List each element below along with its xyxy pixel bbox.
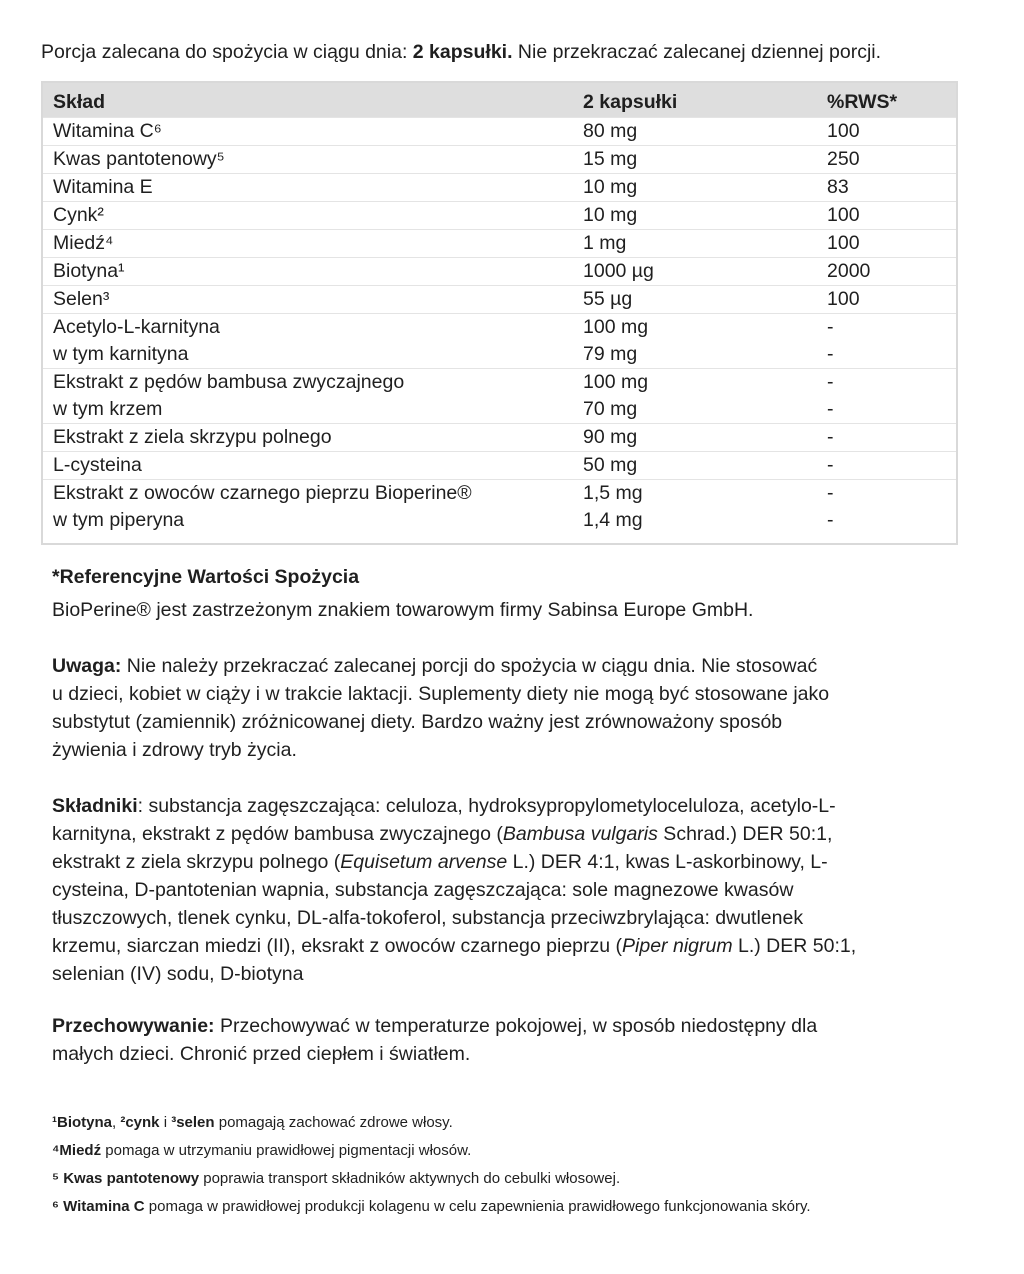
nutrition-table [41, 81, 958, 545]
header-rws: %RWS* [827, 90, 898, 113]
table-row [43, 424, 956, 452]
cell-dose: 1,5 mg [573, 480, 817, 508]
footnote-sep: , [112, 1114, 121, 1131]
cell-ingredient: Biotyna¹ [43, 258, 573, 286]
footnote-term: ⁴Miedź [52, 1142, 102, 1159]
cell-ingredient: Cynk² [43, 202, 573, 230]
cell-dose: 15 mg [573, 146, 817, 174]
cell-ingredient: w tym piperyna [53, 509, 185, 531]
table-row [43, 146, 956, 174]
cell-rws: - [827, 398, 834, 420]
cell-dose: 10 mg [573, 174, 817, 202]
ingredients-text: L.) DER 50:1, [732, 935, 857, 957]
ingredients-text: Schrad.) DER 50:1, [657, 823, 833, 845]
table-row [43, 480, 956, 508]
cell-ingredient: Ekstrakt z ziela skrzypu polnego [43, 424, 573, 452]
storage-label: Przechowywanie: [52, 1015, 215, 1037]
footnote-term: ⁵ Kwas pantotenowy [52, 1170, 200, 1187]
cell-rws: - [827, 343, 834, 365]
ingredients-text: cysteina, D-pantotenian wapnia, substancja zagęszczająca: sole magnezowe kwasów [52, 879, 794, 901]
cell-rws: 2000 [817, 258, 956, 286]
cell-dose: 55 µg [573, 286, 817, 314]
ingredients-text: tłuszczowych, tlenek cynku, DL-alfa-tokoferol, substancja przeciwzbrylająca: dwutlenek [52, 907, 804, 929]
cell-rws: - [817, 369, 956, 397]
cell-ingredient: Selen³ [43, 286, 573, 314]
ingredients-paragraph [52, 792, 952, 988]
table-row [43, 118, 956, 146]
cell-dose: 10 mg [573, 202, 817, 230]
warning-line: substytut (zamiennik) zróżnicowanej diety. Bardzo ważny jest zrównoważony sposób [52, 711, 783, 733]
cell-ingredient: Ekstrakt z owoców czarnego pieprzu Bioperine® [43, 480, 573, 508]
ingredients-label: Składniki [52, 795, 138, 817]
intro-suffix: Nie przekraczać zalecanej dziennej porcji. [512, 41, 882, 63]
latin-name: Equisetum arvense [340, 851, 508, 873]
footnote-text: poprawia transport składników aktywnych do cebulki włosowej. [199, 1170, 621, 1187]
warning-paragraph [52, 652, 952, 764]
ingredients-text: selenian (IV) sodu, D-biotyna [52, 963, 304, 985]
ingredients-text: L.) DER 4:1, kwas L-askorbinowy, L- [507, 851, 828, 873]
cell-dose: 100 mg [573, 314, 817, 342]
cell-dose: 1,4 mg [583, 509, 643, 531]
warning-line: u dzieci, kobiet w ciąży i w trakcie laktacji. Suplementy diety nie mogą być stosowane jako [52, 683, 830, 705]
footnote-hair [52, 1113, 453, 1133]
storage-paragraph [52, 1012, 952, 1068]
latin-name: Bambusa vulgaris [502, 823, 658, 845]
cell-dose: 1 mg [573, 230, 817, 258]
table-row [43, 452, 956, 480]
cell-rws: - [817, 424, 956, 452]
footnote-pantothenic [52, 1169, 620, 1189]
footnote-vitamin-c [52, 1197, 811, 1217]
cell-rws: - [817, 480, 956, 508]
table-row [43, 396, 956, 424]
cell-rws: 250 [817, 146, 956, 174]
cell-ingredient: w tym karnityna [53, 343, 189, 365]
warning-line: Nie należy przekraczać zalecanej porcji do spożycia w ciągu dnia. Nie stosować [121, 655, 818, 677]
footnote-copper [52, 1141, 471, 1161]
table-header-row [43, 83, 956, 118]
cell-ingredient: L-cysteina [43, 452, 573, 480]
cell-ingredient: Witamina C⁶ [43, 118, 573, 146]
rws-footnote: *Referencyjne Wartości Spożycia [52, 566, 360, 588]
storage-text: Przechowywać w temperaturze pokojowej, w sposób niedostępny dla [214, 1015, 818, 1037]
cell-rws: 100 [817, 286, 956, 314]
warning-label: Uwaga: [52, 655, 122, 677]
cell-dose: 70 mg [583, 398, 638, 420]
storage-text: małych dzieci. Chronić przed ciepłem i światłem. [52, 1043, 471, 1065]
header-dose: 2 kapsułki [583, 90, 678, 113]
table-row [43, 507, 956, 534]
footnote-term: ³selen [171, 1114, 215, 1131]
cell-dose: 1000 µg [573, 258, 817, 286]
cell-ingredient: Miedź⁴ [43, 230, 573, 258]
cell-ingredient: Ekstrakt z pędów bambusa zwyczajnego [43, 369, 573, 397]
cell-rws: 100 [817, 118, 956, 146]
table-row [43, 174, 956, 202]
table-row [43, 341, 956, 369]
footnote-term: ¹Biotyna [52, 1114, 112, 1131]
cell-ingredient: w tym krzem [53, 398, 163, 420]
ingredients-text: krzemu, siarczan miedzi (II), eksrakt z owoców czarnego pieprzu ( [52, 935, 623, 957]
ingredients-text: : substancja zagęszczająca: celuloza, hydroksypropylometyloceluloza, acetylo-L- [137, 795, 836, 817]
cell-dose: 80 mg [573, 118, 817, 146]
cell-rws: - [827, 509, 834, 531]
table-row [43, 369, 956, 397]
cell-rws: 100 [817, 202, 956, 230]
trademark-note: BioPerine® jest zastrzeżonym znakiem towarowym firmy Sabinsa Europe GmbH. [52, 599, 754, 621]
latin-name: Piper nigrum [622, 935, 733, 957]
table-row [43, 286, 956, 314]
cell-rws: - [817, 314, 956, 342]
cell-dose: 90 mg [573, 424, 817, 452]
ingredients-text: ekstrakt z ziela skrzypu polnego ( [52, 851, 341, 873]
intro-prefix: Porcja zalecana do spożycia w ciągu dnia: [41, 41, 413, 63]
table-row [43, 230, 956, 258]
table-row [43, 258, 956, 286]
table-row [43, 202, 956, 230]
ingredients-text: karnityna, ekstrakt z pędów bambusa zwyczajnego ( [52, 823, 503, 845]
header-ingredient: Skład [53, 90, 106, 113]
footnote-text: pomaga w utrzymaniu prawidłowej pigmentacji włosów. [101, 1142, 472, 1159]
serving-instruction [41, 38, 1001, 66]
footnote-term: ²cynk [120, 1114, 160, 1131]
footnote-term: ⁶ Witamina C [52, 1198, 145, 1215]
cell-dose: 50 mg [573, 452, 817, 480]
table-row [43, 314, 956, 342]
cell-rws: - [817, 452, 956, 480]
cell-rws: 83 [817, 174, 956, 202]
cell-dose: 100 mg [573, 369, 817, 397]
intro-dose: 2 kapsułki. [412, 41, 513, 63]
cell-rws: 100 [817, 230, 956, 258]
footnote-text: pomaga w prawidłowej produkcji kolagenu w celu zapewnienia prawidłowego funkcjonowania skóry. [144, 1198, 811, 1215]
warning-line: żywienia i zdrowy tryb życia. [52, 739, 297, 761]
footnote-sep: i [159, 1114, 172, 1131]
cell-ingredient: Witamina E [43, 174, 573, 202]
cell-ingredient: Acetylo-L-karnityna [43, 314, 573, 342]
cell-dose: 79 mg [583, 343, 638, 365]
cell-ingredient: Kwas pantotenowy⁵ [43, 146, 573, 174]
footnote-text: pomagają zachować zdrowe włosy. [214, 1114, 453, 1131]
